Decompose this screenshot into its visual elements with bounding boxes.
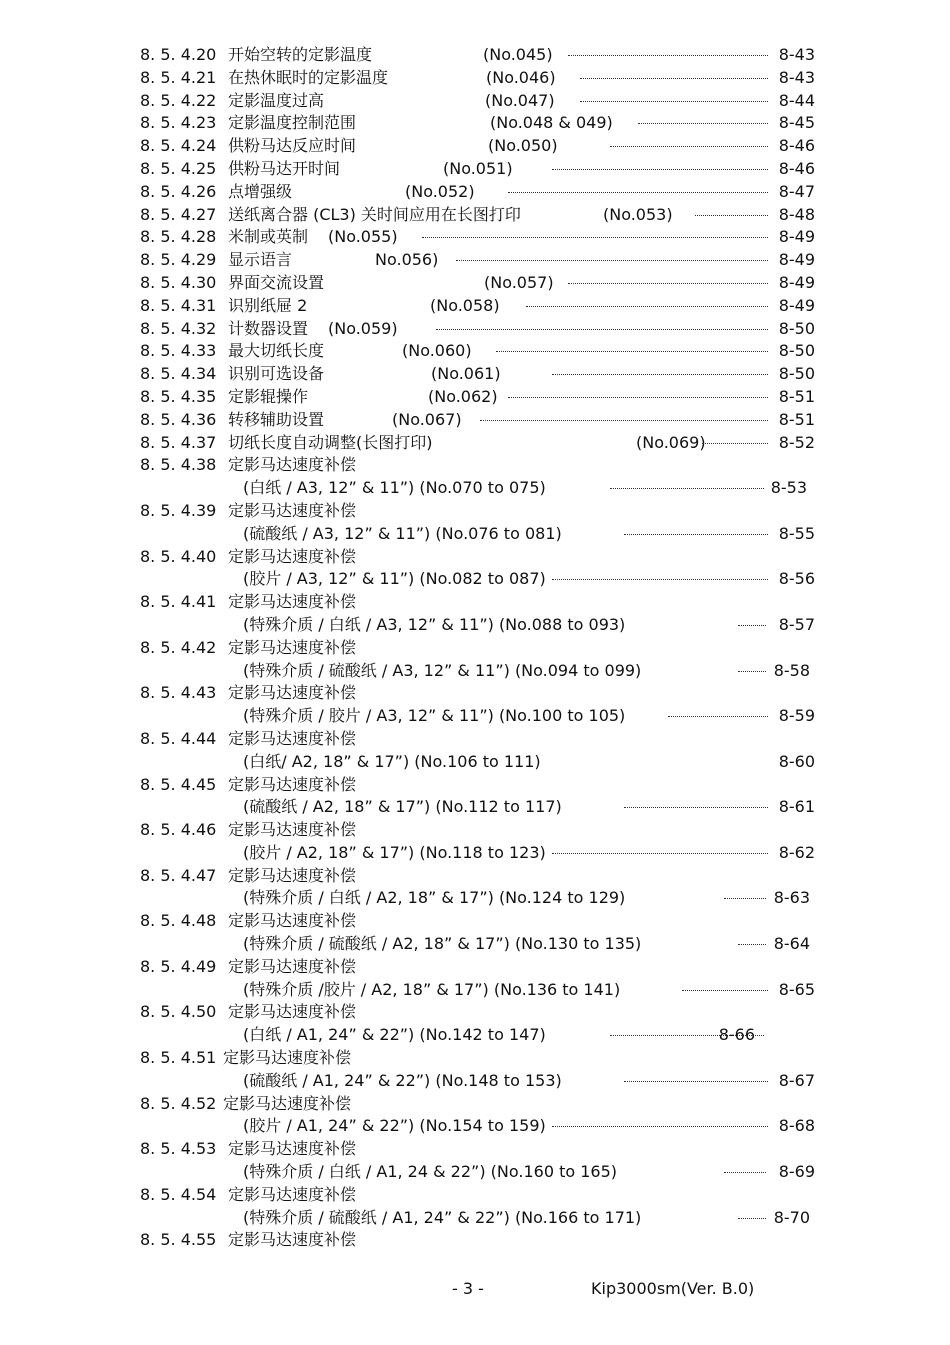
- dot-leader: [738, 625, 766, 626]
- dot-leader: [738, 944, 766, 945]
- page-ref: 8-62: [778, 842, 815, 862]
- dot-leader: [610, 146, 768, 147]
- page-ref: 8-46: [778, 136, 815, 156]
- toc-entry: [140, 500, 820, 523]
- section-number: 8. 5. 4.24: [140, 136, 217, 156]
- dot-leader: [508, 192, 768, 193]
- toc-entry: [140, 295, 820, 318]
- dot-leader: [552, 374, 768, 375]
- toc-entry: [140, 728, 820, 751]
- page-ref: 8-60: [778, 751, 815, 771]
- section-number: 8. 5. 4.53: [140, 1139, 217, 1159]
- section-title: 定影马达速度补偿: [228, 774, 357, 794]
- section-number: 8. 5. 4.42: [140, 637, 217, 657]
- section-title: 定影马达速度补偿: [223, 1093, 352, 1113]
- toc-entry: [140, 432, 820, 455]
- toc-entry-detail: [140, 842, 820, 865]
- page-ref: 8-68: [778, 1116, 815, 1136]
- section-number: 8. 5. 4.43: [140, 683, 217, 703]
- dot-leader: [738, 1218, 766, 1219]
- toc-entry: [140, 865, 820, 888]
- section-title: 定影马达速度补偿: [228, 911, 357, 931]
- section-number: 8. 5. 4.22: [140, 90, 217, 110]
- section-detail: (特殊介质 / 白纸 / A2, 18” & 17”) (No.124 to 129): [243, 888, 626, 908]
- section-detail: (硫酸纸 / A1, 24” & 22”) (No.148 to 153): [243, 1070, 562, 1090]
- toc-entry: [140, 386, 820, 409]
- toc-entry: [140, 158, 820, 181]
- section-title: 计数器设置: [228, 318, 309, 338]
- section-detail: (胶片 / A3, 12” & 11”) (No.082 to 087): [243, 569, 546, 589]
- toc-entry: [140, 181, 820, 204]
- config-code: (No.060): [402, 341, 472, 361]
- section-title: 切纸长度自动调整(长图打印): [228, 432, 433, 452]
- dot-leader: [695, 215, 768, 216]
- page-ref: 8-69: [778, 1162, 815, 1182]
- section-title: 最大切纸长度: [228, 341, 325, 361]
- config-code: (No.069): [636, 432, 706, 452]
- toc-entry: [140, 226, 820, 249]
- config-code: (No.061): [431, 364, 501, 384]
- config-code: (No.053): [603, 204, 673, 224]
- page-ref: 8-56: [778, 569, 815, 589]
- section-title: 识别可选设备: [228, 364, 325, 384]
- page-ref: 8-57: [778, 614, 815, 634]
- dot-leader: [702, 443, 768, 444]
- toc-entry: [140, 67, 820, 90]
- toc-entry-detail: [140, 751, 820, 774]
- section-number: 8. 5. 4.50: [140, 1002, 217, 1022]
- document-id: Kip3000sm(Ver. B.0): [591, 1279, 755, 1298]
- section-number: 8. 5. 4.49: [140, 956, 217, 976]
- toc-entry: [140, 956, 820, 979]
- section-title: 定影马达速度补偿: [228, 546, 357, 566]
- dot-leader: [580, 78, 768, 79]
- dot-leader: [552, 579, 768, 580]
- toc-entry-detail: [140, 887, 820, 910]
- toc-entry: [140, 409, 820, 432]
- toc-entry: [140, 910, 820, 933]
- section-title: 定影马达速度补偿: [228, 956, 357, 976]
- section-number: 8. 5. 4.41: [140, 592, 217, 612]
- toc-entry: [140, 340, 820, 363]
- page-ref: 8-51: [778, 386, 815, 406]
- toc-entry: [140, 774, 820, 797]
- section-number: 8. 5. 4.46: [140, 820, 217, 840]
- section-number: 8. 5. 4.34: [140, 364, 217, 384]
- dot-leader: [624, 807, 768, 808]
- section-title: 定影马达速度补偿: [228, 865, 357, 885]
- toc-entry: [140, 1229, 820, 1252]
- section-detail: (白纸/ A2, 18” & 17”) (No.106 to 111): [243, 751, 541, 771]
- section-detail: (特殊介质 /胶片 / A2, 18” & 17”) (No.136 to 141): [243, 979, 621, 999]
- section-number: 8. 5. 4.20: [140, 45, 217, 64]
- dot-leader: [480, 420, 768, 421]
- toc-entry-detail: [140, 796, 820, 819]
- dot-leader: [496, 351, 768, 352]
- config-code: (No.055): [328, 227, 398, 247]
- toc-entry: [140, 454, 820, 477]
- section-title: 显示语言: [228, 250, 293, 270]
- section-number: 8. 5. 4.45: [140, 774, 217, 794]
- page-ref: 8-50: [778, 318, 815, 338]
- dot-leader: [526, 306, 768, 307]
- dot-leader: [624, 534, 768, 535]
- section-number: 8. 5. 4.38: [140, 455, 217, 475]
- section-number: 8. 5. 4.36: [140, 409, 217, 429]
- toc-entry: [140, 591, 820, 614]
- toc-entry-detail: [140, 660, 820, 683]
- section-title: 定影马达速度补偿: [228, 1230, 357, 1250]
- config-code: No.056): [375, 250, 439, 270]
- section-title: 供粉马达反应时间: [228, 136, 357, 156]
- dot-leader: [668, 716, 768, 717]
- section-number: 8. 5. 4.26: [140, 181, 217, 201]
- dot-leader: [552, 1126, 768, 1127]
- page-ref: 8-43: [778, 45, 815, 64]
- toc-entry: [140, 1001, 820, 1024]
- config-code: (No.059): [328, 318, 398, 338]
- section-detail: (白纸 / A3, 12” & 11”) (No.070 to 075): [243, 478, 546, 498]
- section-title: 定影马达速度补偿: [228, 1184, 357, 1204]
- dot-leader: [436, 329, 768, 330]
- section-title: 定影马达速度补偿: [228, 592, 357, 612]
- section-detail: (硫酸纸 / A2, 18” & 17”) (No.112 to 117): [243, 797, 562, 817]
- toc-entry: [140, 272, 820, 295]
- toc-entry-detail: [140, 523, 820, 546]
- config-code: (No.045): [483, 45, 553, 64]
- dot-leader: [624, 1081, 768, 1082]
- section-number: 8. 5. 4.39: [140, 500, 217, 520]
- toc-entry: [140, 1184, 820, 1207]
- page-ref: 8-50: [778, 341, 815, 361]
- section-detail: (白纸 / A1, 24” & 22”) (No.142 to 147): [243, 1025, 546, 1045]
- section-title: 送纸离合器 (CL3) 关时间应用在长图打印: [228, 204, 521, 224]
- toc-entry-detail: [140, 1207, 820, 1230]
- section-number: 8. 5. 4.48: [140, 911, 217, 931]
- section-number: 8. 5. 4.27: [140, 204, 217, 224]
- toc-entry-detail: [140, 1024, 820, 1047]
- toc-entry: [140, 363, 820, 386]
- config-code: (No.057): [484, 272, 554, 292]
- section-number: 8. 5. 4.28: [140, 227, 217, 247]
- section-title: 开始空转的定影温度: [228, 45, 373, 64]
- page-ref: 8-53: [770, 478, 807, 498]
- table-of-contents: [140, 44, 820, 1252]
- section-number: 8. 5. 4.33: [140, 341, 217, 361]
- page-ref: 8-61: [778, 797, 815, 817]
- page-ref: 8-49: [778, 250, 815, 270]
- toc-entry-detail: [140, 614, 820, 637]
- section-title: 定影马达速度补偿: [223, 1048, 352, 1068]
- page-ref: 8-65: [778, 979, 815, 999]
- dot-leader: [552, 853, 768, 854]
- config-code: (No.051): [443, 158, 513, 178]
- dot-leader: [610, 488, 764, 489]
- toc-entry-detail: [140, 933, 820, 956]
- page-ref: 8-64: [773, 934, 810, 954]
- section-detail: (特殊介质 / 硫酸纸 / A2, 18” & 17”) (No.130 to 135): [243, 934, 642, 954]
- dot-leader: [638, 123, 768, 124]
- page-ref: 8-43: [778, 67, 815, 87]
- section-detail: (硫酸纸 / A3, 12” & 11”) (No.076 to 081): [243, 523, 562, 543]
- page-ref: 8-48: [778, 204, 815, 224]
- dot-leader: [568, 283, 768, 284]
- section-number: 8. 5. 4.40: [140, 546, 217, 566]
- section-number: 8. 5. 4.55: [140, 1230, 217, 1250]
- section-title: 识别纸屉 2: [228, 295, 308, 315]
- toc-entry: [140, 90, 820, 113]
- section-title: 定影温度过高: [228, 90, 325, 110]
- toc-entry: [140, 819, 820, 842]
- section-number: 8. 5. 4.32: [140, 318, 217, 338]
- section-detail: (胶片 / A1, 24” & 22”) (No.154 to 159): [243, 1116, 546, 1136]
- section-number: 8. 5. 4.51: [140, 1048, 217, 1068]
- section-title: 供粉马达开时间: [228, 158, 341, 178]
- dot-leader: [552, 169, 768, 170]
- dot-leader: [738, 671, 766, 672]
- section-title: 定影马达速度补偿: [228, 1002, 357, 1022]
- section-title: 定影马达速度补偿: [228, 1139, 357, 1159]
- section-number: 8. 5. 4.52: [140, 1093, 217, 1113]
- page-ref: 8-49: [778, 295, 815, 315]
- section-title: 定影马达速度补偿: [228, 728, 357, 748]
- section-number: 8. 5. 4.23: [140, 113, 217, 133]
- dot-leader: [682, 990, 768, 991]
- page-ref: 8-49: [778, 272, 815, 292]
- toc-entry: [140, 44, 820, 67]
- toc-entry-detail: [140, 1161, 820, 1184]
- dot-leader: [724, 1172, 766, 1173]
- section-detail: (特殊介质 / 白纸 / A1, 24 & 22”) (No.160 to 165): [243, 1162, 618, 1182]
- page-ref: 8-45: [778, 113, 815, 133]
- section-number: 8. 5. 4.37: [140, 432, 217, 452]
- section-title: 定影马达速度补偿: [228, 683, 357, 703]
- page-ref: 8-46: [778, 158, 815, 178]
- dot-leader: [456, 260, 768, 261]
- section-title: 在热休眠时的定影温度: [228, 67, 389, 87]
- toc-entry: [140, 135, 820, 158]
- page-number: - 3 -: [452, 1279, 484, 1298]
- dot-leader: [724, 898, 766, 899]
- toc-entry: [140, 637, 820, 660]
- section-number: 8. 5. 4.21: [140, 67, 217, 87]
- toc-entry: [140, 249, 820, 272]
- section-title: 米制或英制: [228, 227, 309, 247]
- section-title: 定影辊操作: [228, 386, 309, 406]
- page-ref: 8-59: [778, 706, 815, 726]
- toc-entry-detail: [140, 979, 820, 1002]
- section-number: 8. 5. 4.25: [140, 158, 217, 178]
- toc-entry-detail: [140, 705, 820, 728]
- section-detail: (特殊介质 / 硫酸纸 / A3, 12” & 11”) (No.094 to 099): [243, 660, 642, 680]
- config-code: (No.067): [392, 409, 462, 429]
- page-ref: 8-50: [778, 364, 815, 384]
- section-title: 定影温度控制范围: [228, 113, 357, 133]
- config-code: (No.047): [485, 90, 555, 110]
- page-ref: 8-58: [773, 660, 810, 680]
- section-detail: (特殊介质 / 胶片 / A3, 12” & 11”) (No.100 to 105): [243, 706, 626, 726]
- toc-entry-detail: [140, 1070, 820, 1093]
- config-code: (No.050): [488, 136, 558, 156]
- section-number: 8. 5. 4.44: [140, 728, 217, 748]
- section-title: 定影马达速度补偿: [228, 500, 357, 520]
- dot-leader: [568, 55, 768, 56]
- page-ref: 8-52: [778, 432, 815, 452]
- config-code: (No.062): [428, 386, 498, 406]
- page-ref: 8-44: [778, 90, 815, 110]
- page-ref: 8-63: [773, 888, 810, 908]
- section-detail: (特殊介质 / 硫酸纸 / A1, 24” & 22”) (No.166 to 171): [243, 1207, 642, 1227]
- dot-leader: [508, 397, 768, 398]
- section-title: 点增强级: [228, 181, 293, 201]
- section-detail: (特殊介质 / 白纸 / A3, 12” & 11”) (No.088 to 093): [243, 614, 626, 634]
- toc-entry: [140, 112, 820, 135]
- section-title: 定影马达速度补偿: [228, 637, 357, 657]
- section-title: 定影马达速度补偿: [228, 455, 357, 475]
- page-ref: 8-70: [773, 1207, 810, 1227]
- section-number: 8. 5. 4.35: [140, 386, 217, 406]
- section-number: 8. 5. 4.29: [140, 250, 217, 270]
- section-title: 定影马达速度补偿: [228, 820, 357, 840]
- section-number: 8. 5. 4.30: [140, 272, 217, 292]
- toc-entry: [140, 1093, 820, 1116]
- section-number: 8. 5. 4.47: [140, 865, 217, 885]
- page-ref: 8-49: [778, 227, 815, 247]
- page-ref: 8-66: [718, 1025, 755, 1045]
- toc-entry-detail: [140, 1115, 820, 1138]
- page-ref: 8-51: [778, 409, 815, 429]
- toc-entry: [140, 1138, 820, 1161]
- page-ref: 8-67: [778, 1070, 815, 1090]
- page-ref: 8-55: [778, 523, 815, 543]
- dot-leader: [422, 237, 768, 238]
- toc-entry: [140, 1047, 820, 1070]
- config-code: (No.052): [405, 181, 475, 201]
- page-ref: 8-47: [778, 181, 815, 201]
- toc-entry: [140, 204, 820, 227]
- section-number: 8. 5. 4.54: [140, 1184, 217, 1204]
- config-code: (No.046): [486, 67, 556, 87]
- toc-entry: [140, 318, 820, 341]
- toc-entry-detail: [140, 477, 820, 500]
- section-title: 转移辅助设置: [228, 409, 325, 429]
- section-detail: (胶片 / A2, 18” & 17”) (No.118 to 123): [243, 842, 546, 862]
- section-title: 界面交流设置: [228, 272, 325, 292]
- toc-entry: [140, 682, 820, 705]
- toc-entry: [140, 546, 820, 569]
- toc-entry-detail: [140, 568, 820, 591]
- config-code: (No.048 & 049): [490, 113, 613, 133]
- section-number: 8. 5. 4.31: [140, 295, 217, 315]
- dot-leader: [580, 101, 768, 102]
- config-code: (No.058): [430, 295, 500, 315]
